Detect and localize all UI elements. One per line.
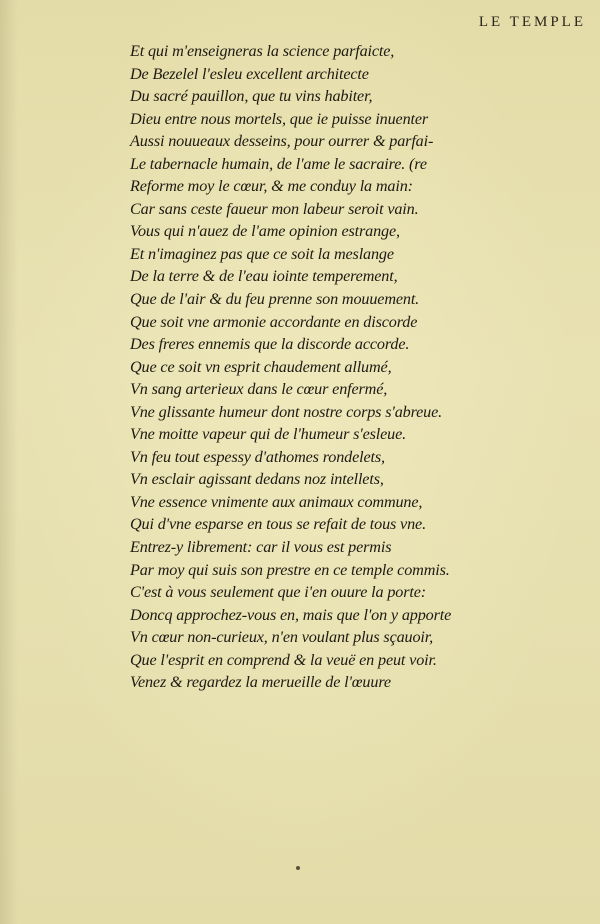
verse-line: Vne moitte vapeur qui de l'humeur s'esleue. — [130, 425, 407, 444]
verse-line: Des freres ennemis que la discorde accorde. — [130, 335, 410, 354]
verse-line: Vn esclair agissant dedans noz intellets, — [130, 470, 384, 489]
verse-line: Du sacré pauillon, que tu vins habiter, — [130, 87, 373, 106]
verse-line: Que de l'air & du feu prenne son mouuement. — [130, 290, 420, 309]
verse-line: Doncq approchez-vous en, mais que l'on y apporte — [130, 605, 452, 624]
verse-line: De la terre & de l'eau iointe temperement, — [130, 267, 398, 286]
verse-line: Vous qui n'auez de l'ame opinion estrange, — [130, 222, 400, 241]
verse-line: Et n'imaginez pas que ce soit la meslange — [130, 244, 394, 263]
verse-line: Vn cœur non-curieux, n'en voulant plus sçauoir, — [130, 628, 434, 647]
verse-line: Reforme moy le cœur, & me conduy la main: — [130, 177, 413, 196]
verse-line: Vn sang arterieux dans le cœur enfermé, — [130, 380, 388, 399]
verse-line: Par moy qui suis son prestre en ce temple commis. — [130, 560, 450, 579]
verse-line: Que l'esprit en comprend & la veuë en peut voir. — [130, 650, 437, 669]
verse-line: Qui d'vne esparse en tous se refait de tous vne. — [130, 515, 426, 534]
verse-line: Vne glissante humeur dont nostre corps s'abreue. — [130, 402, 443, 421]
verse-text — [130, 40, 590, 694]
verse-line: Aussi nouueaux desseins, pour ourrer & parfai- — [130, 132, 434, 151]
verse-line: Que soit vne armonie accordante en discorde — [130, 312, 418, 331]
ink-dot — [296, 866, 300, 870]
verse-line: Et qui m'enseigneras la science parfaicte, — [130, 42, 395, 60]
verse-line: Le tabernacle humain, de l'ame le sacraire. (re — [130, 154, 427, 173]
verse-line: Que ce soit vn esprit chaudement allumé, — [130, 357, 392, 376]
verse-line: Dieu entre nous mortels, que ie puisse inuenter — [130, 109, 429, 128]
verse-line: Car sans ceste faueur mon labeur seroit vain. — [130, 199, 419, 218]
running-head: LE TEMPLE — [478, 14, 586, 30]
verse-line: Entrez-y librement: car il vous est permis — [130, 538, 392, 557]
verse-line: Venez & regardez la merueille de l'œuure — [130, 673, 391, 692]
verse-line: C'est à vous seulement que i'en ouure la porte: — [130, 583, 426, 602]
verse-line: Vne essence vnimente aux animaux commune, — [130, 492, 423, 511]
verse-line: De Bezelel l'esleu excellent architecte — [130, 64, 369, 83]
verse-line: Vn feu tout espessy d'athomes rondelets, — [130, 447, 385, 466]
